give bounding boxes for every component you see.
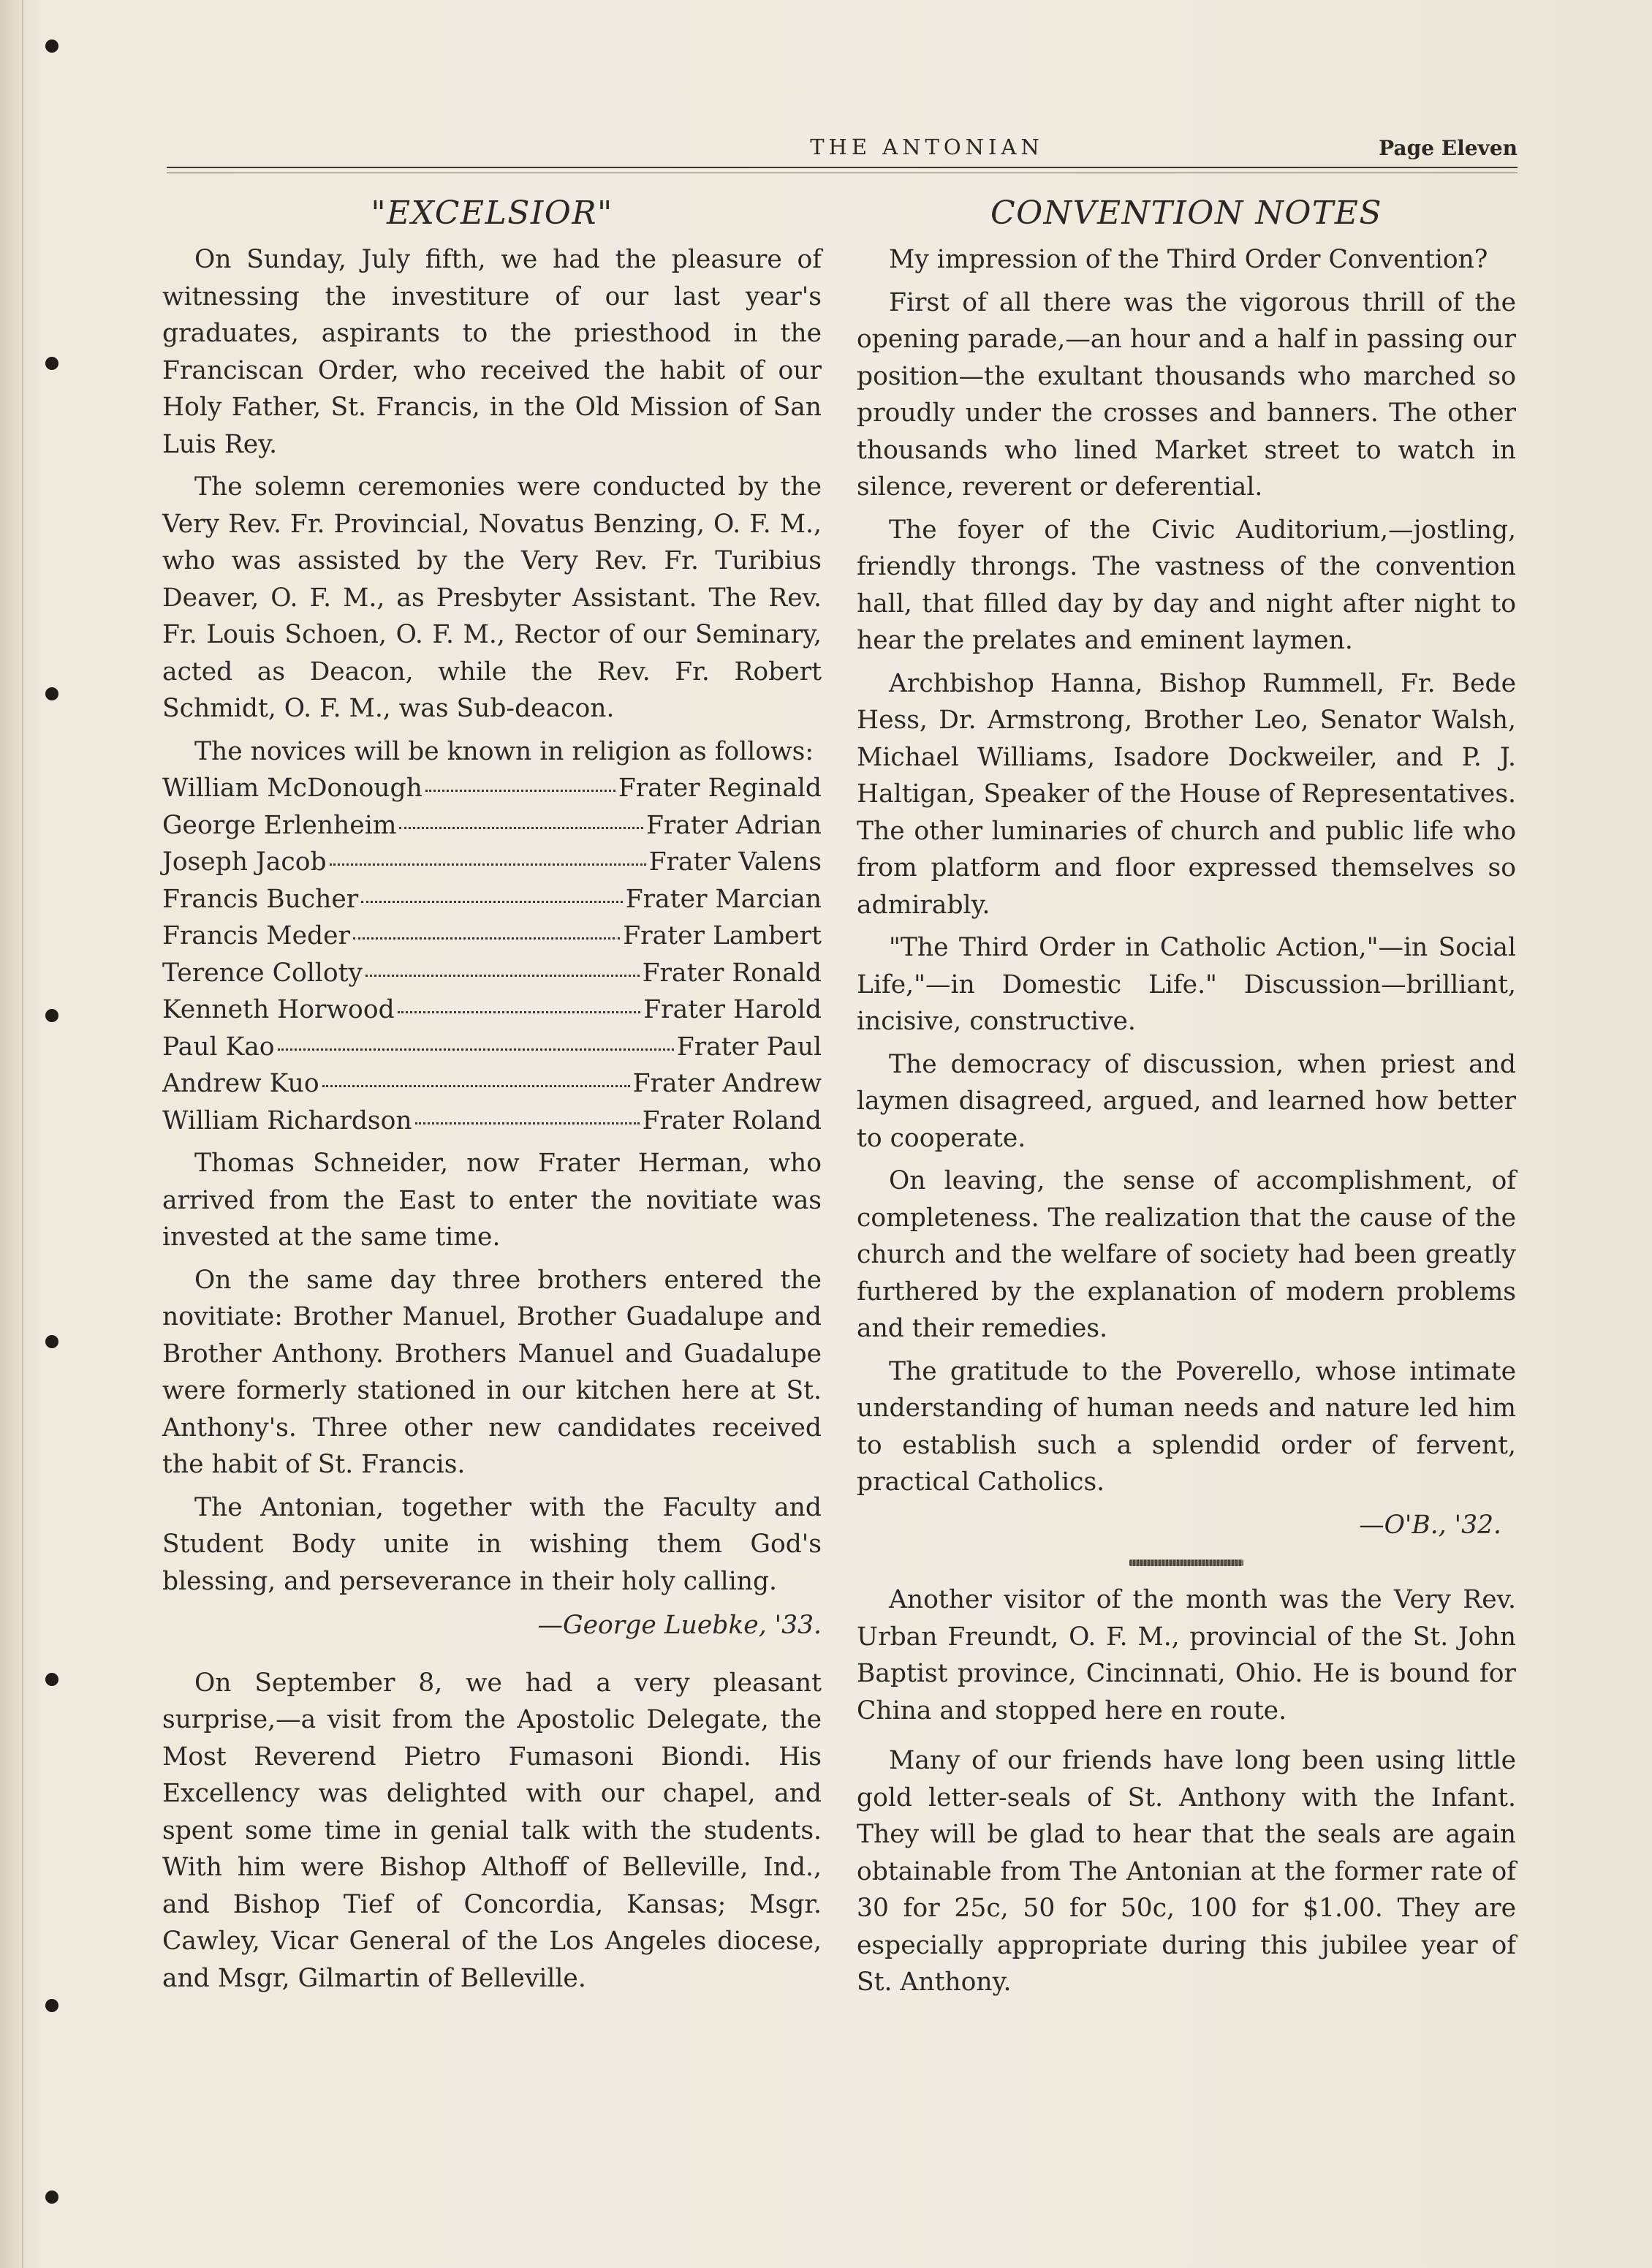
novice-name: Andrew Kuo: [162, 1069, 319, 1098]
binding-hole: [45, 1335, 58, 1348]
list-item: [162, 881, 822, 918]
binding-hole: [45, 1999, 58, 2012]
binding-hole: [45, 2190, 58, 2204]
binding-hole: [45, 687, 58, 700]
paragraph: The gratitude to the Poverello, whose intimate understanding of human needs and nature led him to establish such a splendid order of fervent, practical Catholics.: [857, 1356, 1516, 1497]
paragraph: The foyer of the Civic Auditorium,—jostling, friendly throngs. The vastness of the convention hall, that filled day by day and night after night to hear the prelates and eminent laymen.: [857, 515, 1516, 655]
paragraph: My impression of the Third Order Convention?: [889, 245, 1488, 274]
dot-leader: [415, 1122, 640, 1124]
dot-leader: [398, 1011, 641, 1013]
list-item: [162, 1065, 822, 1103]
binding-hole: [45, 357, 58, 370]
paragraph: The democracy of discussion, when priest and laymen disagreed, argued, and learned how better to cooperate.: [857, 1049, 1516, 1153]
author-signature: —George Luebke, '33.: [537, 1611, 822, 1640]
paragraph: The novices will be known in religion as follows:: [194, 736, 814, 766]
paragraph: Another visitor of the month was the Very Rev. Urban Freundt, O. F. M., provincial of the St. John Baptist province, Cincinnati, Ohio. He is bound for China and stopped here en route.: [857, 1585, 1516, 1725]
article-title: "EXCELSIOR": [371, 194, 613, 232]
dot-leader: [399, 827, 643, 829]
paragraph: On Sunday, July fifth, we had the pleasure of witnessing the investiture of our last year's graduates, aspirants to the priesthood in the Franciscan Order, who received the habit of our Holy Father, St. Francis, in the Old Mission of San Luis Rey.: [162, 245, 822, 459]
binding-hole: [45, 1009, 58, 1022]
paragraph: Many of our friends have long been using little gold letter-seals of St. Anthony with the Infant. They will be glad to hear that the seals are again obtainable from The Antonian at the former rate of 30 for 25c, 50 for 50c, 100 for $1.00. They are especially appropriate during this jubilee year of St. Anthony.: [857, 1746, 1516, 1997]
section-divider-ornament: [1129, 1557, 1243, 1568]
dot-leader: [322, 1085, 630, 1087]
novice-name: Francis Meder: [162, 921, 350, 950]
religious-name: Frater Harold: [643, 995, 822, 1024]
left-column: [162, 192, 822, 2003]
novice-name: Joseph Jacob: [162, 847, 327, 877]
list-item: [162, 1029, 822, 1066]
author-signature: —O'B., '32.: [1359, 1510, 1501, 1540]
list-item: [162, 807, 822, 844]
list-item: [162, 1103, 822, 1140]
list-item: [162, 844, 822, 881]
dot-leader: [365, 975, 640, 977]
paragraph: On September 8, we had a very pleasant surprise,—a visit from the Apostolic Delegate, the Most Reverend Pietro Fumasoni Biondi. His Excellency was delighted with our chapel, and spent some time in genial talk with the students. With him were Bishop Althoff of Belleville, Ind., and Bishop Tief of Concordia, Kansas; Msgr. Cawley, Vicar General of the Los Angeles diocese, and Msgr, Gilmartin of Belleville.: [162, 1668, 822, 1993]
religious-name: Frater Valens: [648, 847, 822, 877]
novice-name: Kenneth Horwood: [162, 995, 395, 1024]
paragraph: "The Third Order in Catholic Action,"—in Social Life,"—in Domestic Life." Discussion—brilliant, incisive, constructive.: [857, 933, 1516, 1036]
paragraph: First of all there was the vigorous thrill of the opening parade,—an hour and a half in passing our position—the exultant thousands who marched so proudly under the crosses and banners. The other thousands who lined Market street to watch in silence, reverent or deferential.: [857, 287, 1516, 502]
binding-edge: [0, 0, 23, 2268]
binding-hole: [45, 1673, 58, 1686]
paragraph: On the same day three brothers entered the novitiate: Brother Manuel, Brother Guadalupe and Brother Anthony. Brothers Manuel and Guadalupe were formerly stationed in our kitchen here at St. Anthony's. Three other new candidates received the habit of St. Francis.: [162, 1265, 822, 1479]
religious-name: Frater Ronald: [642, 958, 822, 988]
novice-name: Terence Colloty: [162, 958, 363, 988]
religious-name: Frater Andrew: [632, 1069, 822, 1098]
paragraph: The solemn ceremonies were conducted by the Very Rev. Fr. Provincial, Novatus Benzing, O. F. M., who was assisted by the Very Rev. Fr. Turibius Deaver, O. F. M., as Presbyter Assistant. The Rev. Fr. Louis Schoen, O. F. M., Rector of our Seminary, acted as Deacon, while the Rev. Fr. Robert Schmidt, O. F. M., was Sub-deacon.: [162, 472, 822, 723]
binding-hole: [45, 39, 58, 53]
religious-name: Frater Paul: [676, 1032, 822, 1062]
novice-name: George Erlenheim: [162, 810, 397, 840]
list-item: [162, 991, 822, 1029]
religious-name: Frater Reginald: [618, 774, 822, 803]
religious-name: Frater Roland: [642, 1105, 822, 1135]
page-number: Page Eleven: [1379, 136, 1518, 160]
article-title: CONVENTION NOTES: [990, 194, 1383, 232]
paragraph: The Antonian, together with the Faculty and Student Body unite in wishing them God's blessing, and perseverance in their holy calling.: [162, 1492, 822, 1596]
religious-name: Frater Lambert: [623, 921, 822, 950]
novice-name: Francis Bucher: [162, 884, 359, 914]
novice-name: Paul Kao: [162, 1032, 275, 1062]
right-column: [857, 192, 1516, 2007]
dot-leader: [361, 901, 622, 903]
publication-title: THE ANTONIAN: [810, 135, 1044, 159]
list-item: [162, 955, 822, 992]
dot-leader: [330, 863, 646, 866]
paragraph: Thomas Schneider, now Frater Herman, who arrived from the East to enter the novitiate was invested at the same time.: [162, 1149, 822, 1252]
list-item: [162, 918, 822, 955]
paragraph: On leaving, the sense of accomplishment, of completeness. The realization that the cause of the church and the welfare of society had been greatly furthered by the explanation of modern problems and their remedies.: [857, 1166, 1516, 1343]
dot-leader: [425, 790, 615, 792]
header-rule: [167, 167, 1518, 168]
dot-leader: [353, 937, 620, 940]
religious-name: Frater Marcian: [625, 884, 822, 914]
list-item: [162, 770, 822, 807]
dot-leader: [278, 1048, 674, 1051]
religious-name: Frater Adrian: [645, 810, 822, 840]
page-header: [167, 135, 1518, 175]
novice-name: William McDonough: [162, 774, 423, 803]
novice-list: [162, 770, 822, 1139]
novice-name: William Richardson: [162, 1105, 412, 1135]
paragraph: Archbishop Hanna, Bishop Rummell, Fr. Bede Hess, Dr. Armstrong, Brother Leo, Senator Walsh, Michael Williams, Isadore Dockweiler, and P. J. Haltigan, Speaker of the House of Representatives. The other luminaries of church and public life who from platform and floor expressed themselves so admirably.: [857, 668, 1516, 920]
